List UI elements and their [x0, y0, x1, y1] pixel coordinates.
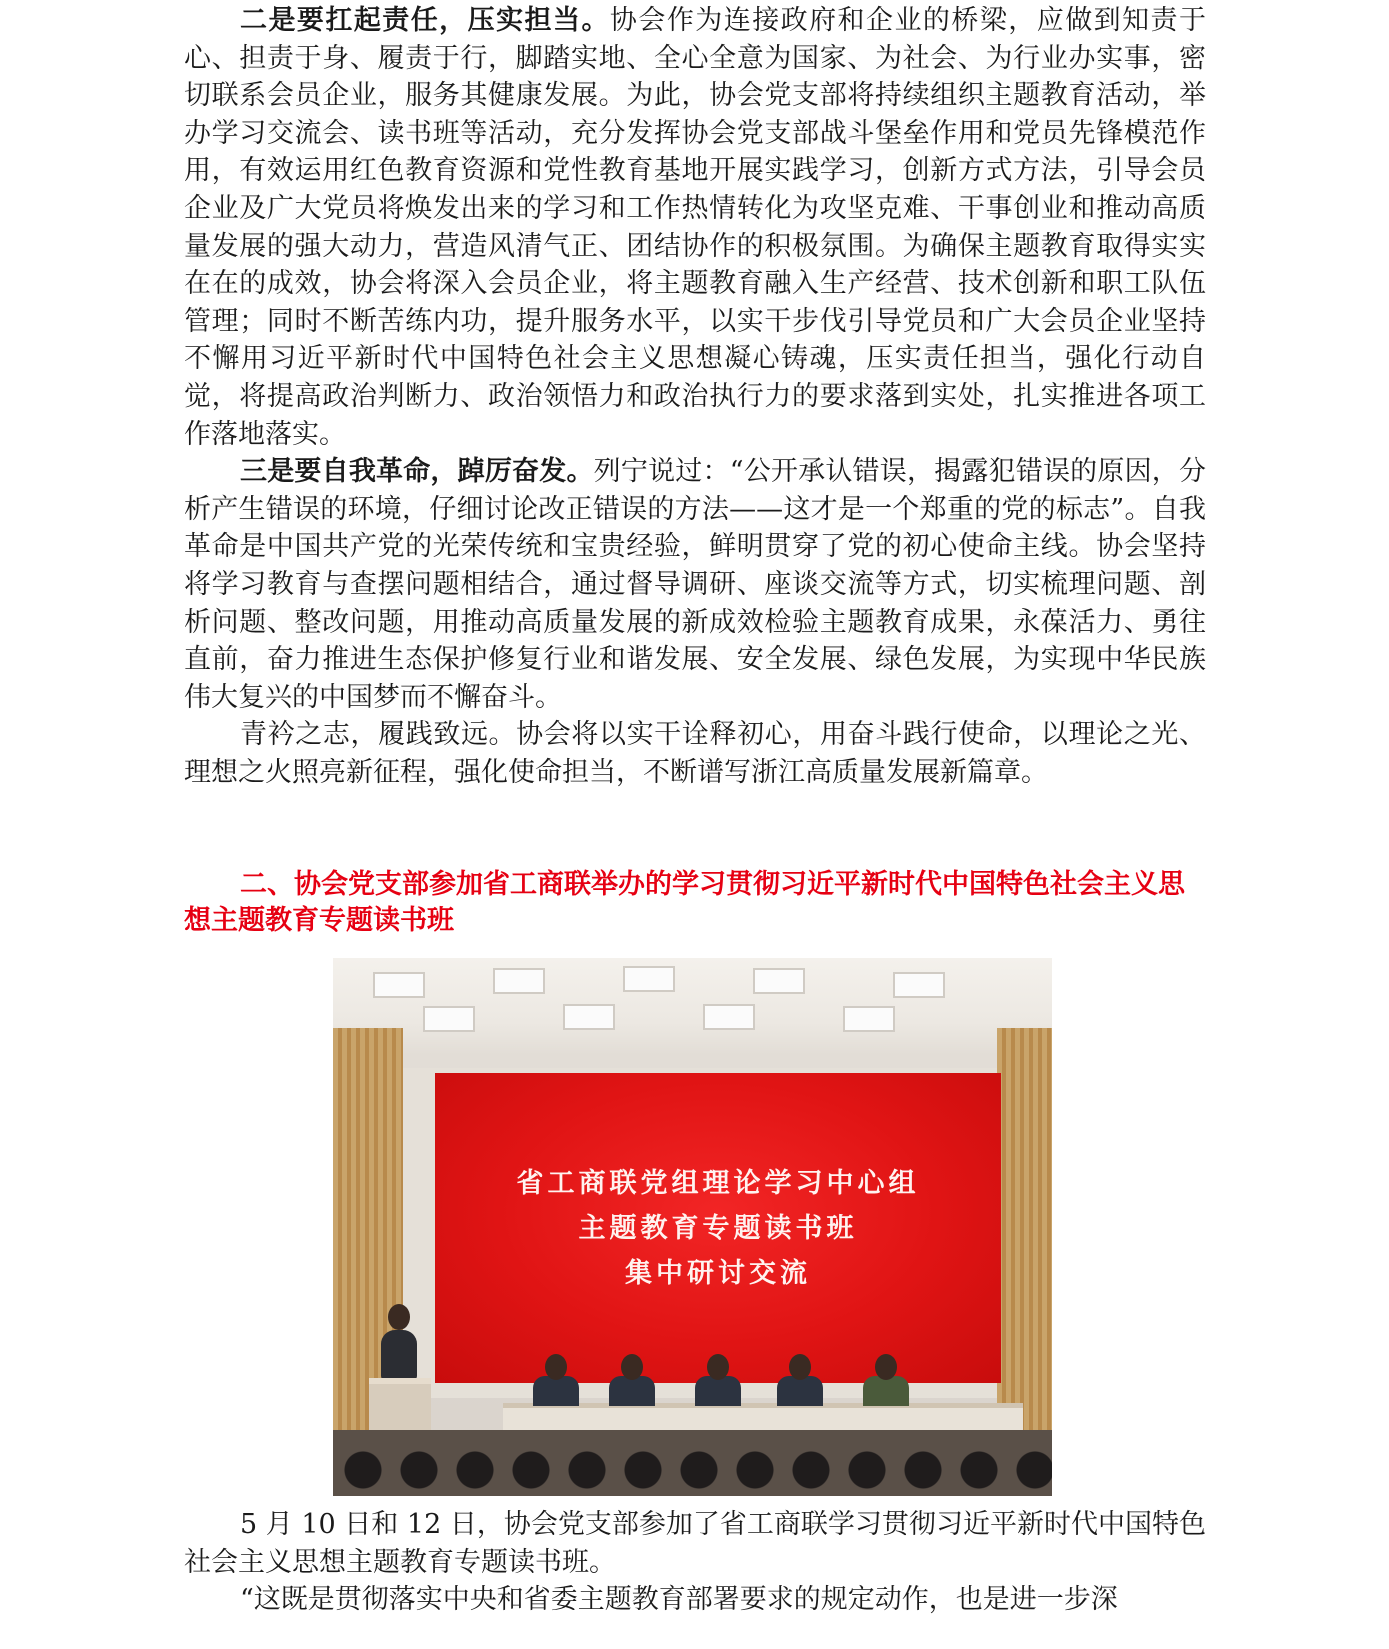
panelist — [777, 1376, 823, 1406]
panelist-head — [789, 1354, 811, 1380]
panelist-head — [545, 1354, 567, 1380]
panelist — [863, 1376, 909, 1406]
paragraph-closing: 青衿之志，履践致远。协会将以实干诠释初心，用奋斗践行使命，以理论之光、理想之火照亮新征程，强化使命担当，不断谱写浙江高质量发展新篇章。 — [184, 719, 1206, 788]
panelist — [695, 1376, 741, 1406]
paragraph-quote: “这既是贯彻落实中央和省委主题教育部署要求的规定动作，也是进一步深 — [240, 1584, 1118, 1616]
paragraph-body: 协会作为连接政府和企业的桥梁，应做到知责于心、担责于身、履责于行，脚踏实地、全心全意为国家、为社会、为行业办实事，密切联系会员企业，服务其健康发展。为此，协会党支部将持续组织主题教育活动，举办学习交流会、读书班等活动，充分发挥协会党支部战斗堡垒作用和党员先锋模范作用，有效运用红色教育资源和党性教育基地开展实践学习，创新方式方法，引导会员企业及广大党员将焕发出来的学习和工作热情转化为攻坚克难、干事创业和推动高质量发展的强大动力，营造风清气正、团结协作的积极氛围。为确保主题教育取得实实在在的成效，协会将深入会员企业，将主题教育融入生产经营、技术创新和职工队伍管理；同时不断苦练内功，提升服务水平，以实干步伐引导党员和广大会员企业坚持不懈用习近平新时代中国特色社会主义思想凝心铸魂，压实责任担当，强化行动自觉，将提高政治判断力、政治领悟力和政治执行力的要求落到实处，扎实推进各项工作落地落实。 — [184, 5, 1207, 450]
ceiling-light — [893, 972, 945, 998]
audience — [333, 1430, 1052, 1496]
panelist-head — [621, 1354, 643, 1380]
ceiling-light — [563, 1004, 615, 1030]
section-heading: 二、协会党支部参加省工商联举办的学习贯彻习近平新时代中国特色社会主义思想主题教育专题读书班 — [184, 869, 1185, 936]
paragraph-self-revolution — [184, 453, 1206, 716]
speaker-head — [388, 1304, 410, 1330]
ceiling-light — [493, 968, 545, 994]
panelist — [533, 1376, 579, 1406]
ceiling-light — [753, 968, 805, 994]
body-text-block — [184, 2, 1206, 791]
screen-line-3: 集中研讨交流 — [625, 1257, 811, 1289]
body-text-after-photo — [184, 1506, 1206, 1619]
ceiling-light — [843, 1006, 895, 1032]
ceiling-light — [623, 966, 675, 992]
paragraph-lead: 二是要扛起责任，压实担当。 — [240, 5, 610, 36]
screen-line-1: 省工商联党组理论学习中心组 — [516, 1167, 920, 1199]
ceiling-light — [703, 1004, 755, 1030]
ceiling-light — [373, 972, 425, 998]
meeting-photo — [333, 958, 1052, 1496]
led-screen — [435, 1073, 1001, 1383]
panelist-head — [875, 1354, 897, 1380]
screen-line-2: 主题教育专题读书班 — [578, 1212, 858, 1244]
paragraph-lead: 三是要自我革命，踔厉奋发。 — [240, 456, 594, 488]
panelist — [609, 1376, 655, 1406]
speaker — [381, 1330, 417, 1380]
ceiling-light — [423, 1006, 475, 1032]
paragraph-reading-class: 5 月 10 日和 12 日，协会党支部参加了省工商联学习贯彻习近平新时代中国特色社会主义思想主题教育专题读书班。 — [184, 1509, 1206, 1578]
panelist-head — [707, 1354, 729, 1380]
paragraph-responsibility — [184, 2, 1206, 453]
paragraph-body: 列宁说过：“公开承认错误，揭露犯错误的原因，分析产生错误的环境，仔细讨论改正错误的方法——这才是一个郑重的党的标志”。自我革命是中国共产党的光荣传统和宝贵经验，鲜明贯穿了党的初心使命主线。协会坚持将学习教育与查摆问题相结合，通过督导调研、座谈交流等方式，切实梳理问题、剖析问题、整改问题，用推动高质量发展的新成效检验主题教育成果，永葆活力、勇往直前，奋力推进生态保护修复行业和谐发展、安全发展、绿色发展，为实现中华民族伟大复兴的中国梦而不懈奋斗。 — [184, 456, 1206, 713]
